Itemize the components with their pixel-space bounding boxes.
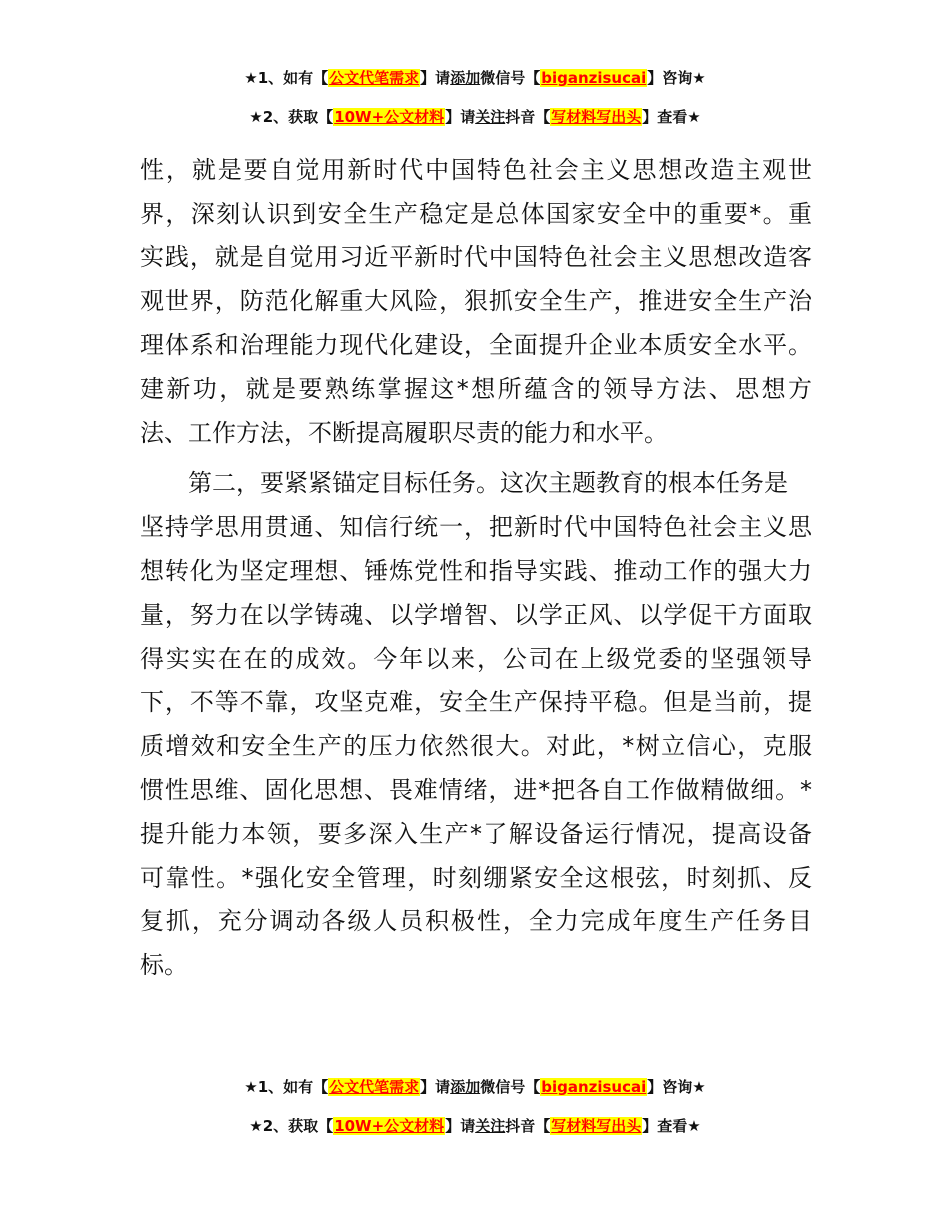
body-line: 惯性思维、固化思想、畏难情绪，进*把各自工作做精做细。* [140,776,812,804]
body-line: 坚持学思用贯通、知信行统一，把新时代中国特色社会主义思 [140,513,812,541]
highlight-douyin: 写材料写出头 [551,108,642,126]
banner-text: 抖音【 [505,1117,551,1135]
body-line: 标。 [140,951,188,979]
body-line: 质增效和安全生产的压力依然很大。对此，*树立信心，克服 [140,732,812,760]
body-line: 提升能力本领，要多深入生产*了解设备运行情况，提高设备 [140,820,812,848]
banner-text: 】请 [420,69,451,87]
body-line: 建新功，就是要熟练掌握这*想所蕴含的领导方法、思想方 [140,375,812,403]
highlight-wechat-id: biganzisucai [541,1078,647,1096]
underlined-text: 添加 [450,1078,481,1096]
underlined-text: 添加 [450,69,481,87]
header-banner-line-1 [0,67,950,89]
banner-text: 】咨询★ [647,69,706,87]
body-line: 复抓，充分调动各级人员积极性，全力完成年度生产任务目 [140,907,812,935]
body-line: 观世界，防范化解重大风险，狠抓安全生产，推进安全生产治 [140,287,812,315]
highlight-douyin: 写材料写出头 [551,1117,642,1135]
underlined-text: 关注 [475,1117,506,1135]
body-line: 理体系和治理能力现代化建设，全面提升企业本质安全水平。 [140,331,812,359]
banner-text: 抖音【 [505,108,551,126]
body-line: 性，就是要自觉用新时代中国特色社会主义思想改造主观世 [140,156,812,184]
body-line: 得实实在在的成效。今年以来，公司在上级党委的坚强领导 [140,645,812,673]
body-line: 实践，就是自觉用习近平新时代中国特色社会主义思想改造客 [140,243,812,271]
footer-banner-line-2 [0,1115,950,1137]
header-banner-line-2 [0,106,950,128]
body-line: 可靠性。*强化安全管理，时刻绷紧安全这根弦，时刻抓、反 [140,864,812,892]
banner-text: ★1、如有【 [244,1078,329,1096]
banner-text: ★2、获取【 [249,108,334,126]
highlight-service: 公文代笔需求 [329,1078,420,1096]
body-line: 界，深刻认识到安全生产稳定是总体国家安全中的重要*。重 [140,200,812,228]
banner-text: 】查看★ [642,1117,701,1135]
banner-text: 微信号【 [480,69,541,87]
banner-text: ★1、如有【 [244,69,329,87]
banner-text: 】请 [445,108,476,126]
body-line: 法、工作方法，不断提高履职尽责的能力和水平。 [140,419,668,447]
underlined-text: 关注 [475,108,506,126]
body-line: 下，不等不靠，攻坚克难，安全生产保持平稳。但是当前，提 [140,688,812,716]
footer-banner-line-1 [0,1076,950,1098]
banner-text: 】查看★ [642,108,701,126]
highlight-wechat-id: biganzisucai [541,69,647,87]
banner-text: 】咨询★ [647,1078,706,1096]
banner-text: 】请 [420,1078,451,1096]
highlight-service: 公文代笔需求 [329,69,420,87]
highlight-materials: 10W+公文材料 [334,1117,445,1135]
banner-text: 】请 [445,1117,476,1135]
banner-text: ★2、获取【 [249,1117,334,1135]
body-line: 量，努力在以学铸魂、以学增智、以学正风、以学促干方面取 [140,601,812,629]
highlight-materials: 10W+公文材料 [334,108,445,126]
banner-text: 微信号【 [480,1078,541,1096]
paragraph-heading: 第二，要紧紧锚定目标任务。这次主题教育的根本任务是 [188,469,788,497]
body-line: 想转化为坚定理想、锤炼党性和指导实践、推动工作的强大力 [140,557,812,585]
